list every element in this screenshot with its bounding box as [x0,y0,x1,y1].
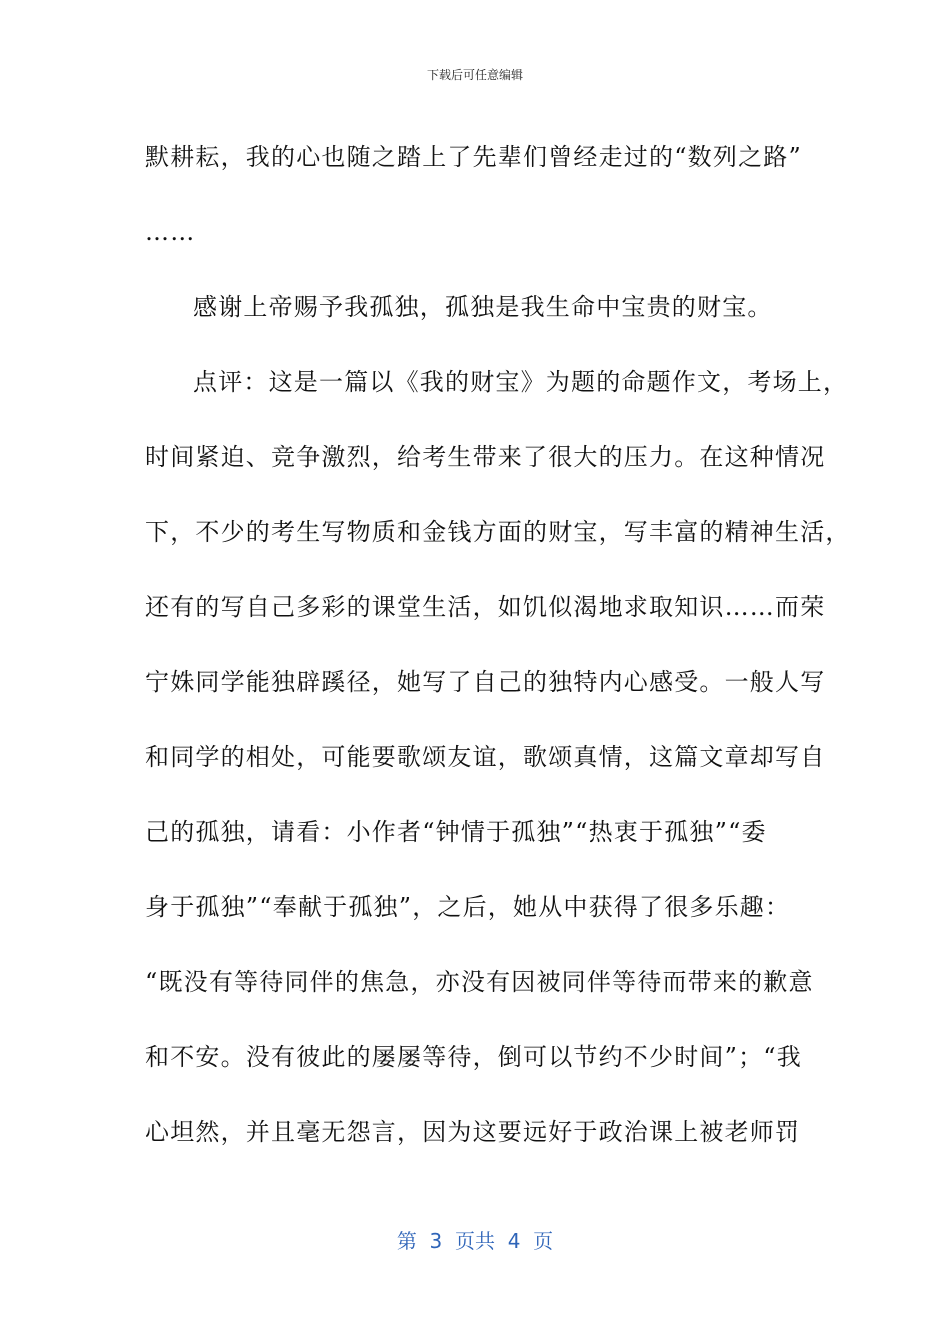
text-line: 时间紧迫、竞争激烈，给考生带来了很大的压力。在这种情况 [145,443,826,471]
text-line: 心坦然，并且毫无怨言，因为这要远好于政治课上被老师罚 [145,1118,801,1146]
page-header-note: 下载后可任意编辑 [426,68,523,82]
text-line: 下，不少的考生写物质和金钱方面的财宝，写丰富的精神生活， [145,518,851,546]
page-number-footer: 第 3 页共 4 页 [396,1229,554,1253]
text-line: 还有的写自己多彩的课堂生活，如饥似渴地求取知识……而荣 [145,593,826,621]
text-line: …… [145,218,196,246]
text-line: 默耕耘，我的心也随之踏上了先辈们曾经走过的“数列之路” [145,143,802,171]
text-line: 点评：这是一篇以《我的财宝》为题的命题作文，考场上， [193,368,849,396]
text-line: 己的孤独，请看：小作者“钟情于孤独”“热衷于孤独”“委 [145,818,767,846]
text-line: 身于孤独”“奉献于孤独”，之后，她从中获得了很多乐趣： [145,893,791,921]
text-line: 和不安。没有彼此的屡屡等待，倒可以节约不少时间”；“我 [145,1043,802,1071]
text-line: 宁姝同学能独辟蹊径，她写了自己的独特内心感受。一般人写 [145,668,826,696]
text-line: 和同学的相处，可能要歌颂友谊，歌颂真情，这篇文章却写自 [145,743,826,771]
text-line: 感谢上帝赐予我孤独，孤独是我生命中宝贵的财宝。 [193,293,773,321]
text-line: “既没有等待同伴的焦急，亦没有因被同伴等待而带来的歉意 [145,968,814,996]
document-body [145,120,851,1170]
